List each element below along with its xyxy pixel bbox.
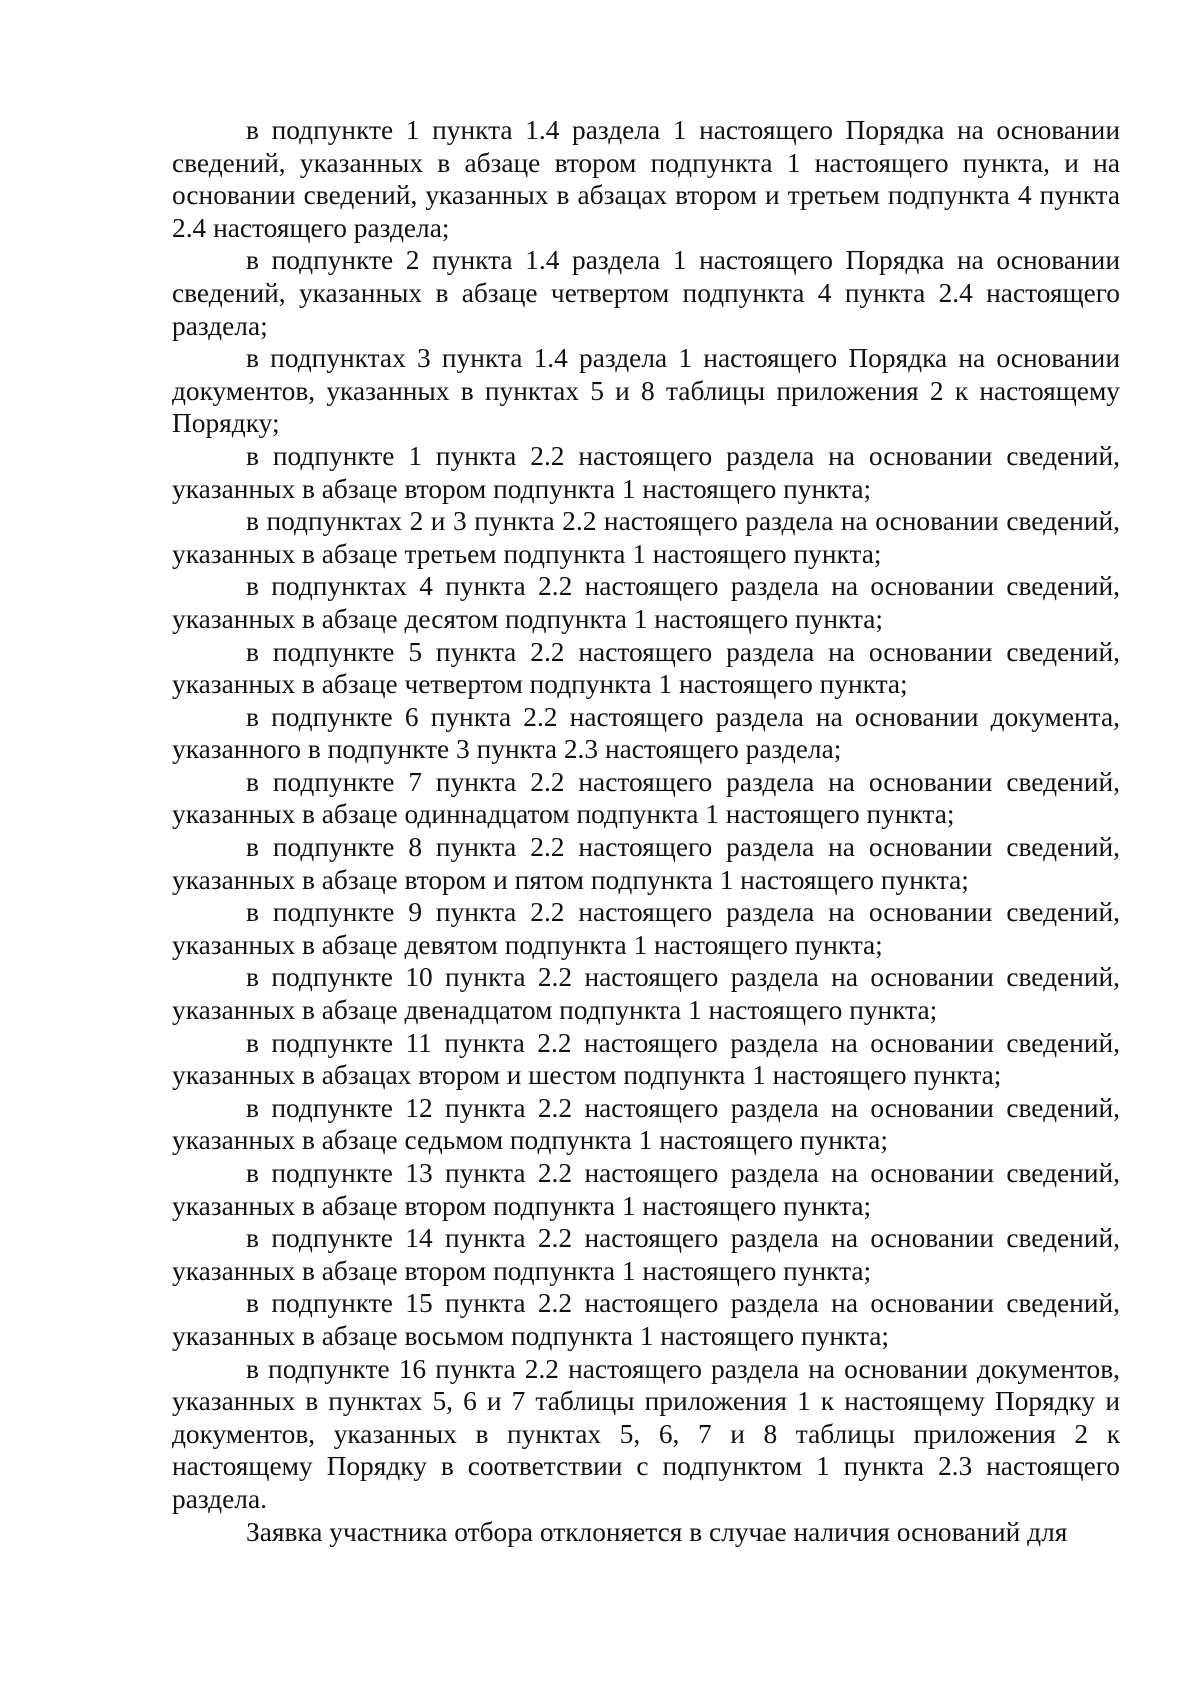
paragraph-6: в подпунктах 4 пункта 2.2 настоящего раздела на основании сведений, указанных в абзаце десятом подпункта 1 настоящего пункта; xyxy=(172,571,1120,634)
paragraph-15: в подпункте 13 пункта 2.2 настоящего раздела на основании сведений, указанных в абзаце втором подпункта 1 настоящего пункта; xyxy=(172,1158,1120,1221)
paragraph-9: в подпункте 7 пункта 2.2 настоящего раздела на основании сведений, указанных в абзаце одиннадцатом подпункта 1 настоящего пункта; xyxy=(172,766,1120,830)
paragraph-5: в подпунктах 2 и 3 пункта 2.2 настоящего раздела на основании сведений, указанных в абзаце третьем подпункта 1 настоящего пункта; xyxy=(172,506,1120,569)
paragraph-13: в подпункте 11 пункта 2.2 настоящего раздела на основании сведений, указанных в абзацах втором и шестом подпункта 1 настоящего пункта; xyxy=(172,1027,1120,1091)
paragraph-2: в подпункте 2 пункта 1.4 раздела 1 настоящего Порядка на основании сведений, указанных в абзаце четвертом подпункта 4 пункта 2.4 настоящего раздела; xyxy=(172,245,1120,341)
paragraph-3: в подпунктах 3 пункта 1.4 раздела 1 настоящего Порядка на основании документов, указанных в пунктах 5 и 8 таблицы приложения 2 к настоящему Порядку; xyxy=(172,343,1120,439)
paragraph-12: в подпункте 10 пункта 2.2 настоящего раздела на основании сведений, указанных в абзаце двенадцатом подпункта 1 настоящего пункта; xyxy=(172,962,1120,1026)
paragraph-19: Заявка участника отбора отклоняется в случае наличия оснований для xyxy=(246,1516,1068,1547)
paragraph-18: в подпункте 16 пункта 2.2 настоящего раздела на основании документов, указанных в пунктах 5, 6 и 7 таблицы приложения 1 к настоящему Порядку и документов, указанных в пунктах 5, 6, 7 и 8 таблицы приложения 2 к настоящему Порядку в соответствии с подпунктом 1 пункта 2.3 настоящего раздела. xyxy=(172,1353,1120,1514)
paragraph-7: в подпункте 5 пункта 2.2 настоящего раздела на основании сведений, указанных в абзаце четвертом подпункта 1 настоящего пункта; xyxy=(172,636,1120,700)
paragraph-1: в подпункте 1 пункта 1.4 раздела 1 настоящего Порядка на основании сведений, указанных в абзаце втором подпункта 1 настоящего пункта, и на основании сведений, указанных в абзацах втором и третьем подпункта 4 пункта 2.4 настоящего раздела; xyxy=(172,115,1120,243)
paragraph-4: в подпункте 1 пункта 2.2 настоящего раздела на основании сведений, указанных в абзаце втором подпункта 1 настоящего пункта; xyxy=(172,440,1120,504)
paragraph-11: в подпункте 9 пункта 2.2 настоящего раздела на основании сведений, указанных в абзаце девятом подпункта 1 настоящего пункта; xyxy=(172,897,1120,960)
paragraph-17: в подпункте 15 пункта 2.2 настоящего раздела на основании сведений, указанных в абзаце восьмом подпункта 1 настоящего пункта; xyxy=(172,1288,1120,1351)
paragraph-8: в подпункте 6 пункта 2.2 настоящего раздела на основании документа, указанного в подпункте 3 пункта 2.3 настоящего раздела; xyxy=(172,701,1120,765)
paragraph-10: в подпункте 8 пункта 2.2 настоящего раздела на основании сведений, указанных в абзаце втором и пятом подпункта 1 настоящего пункта; xyxy=(172,832,1120,895)
paragraph-16: в подпункте 14 пункта 2.2 настоящего раздела на основании сведений, указанных в абзаце втором подпункта 1 настоящего пункта; xyxy=(172,1223,1120,1286)
paragraph-14: в подпункте 12 пункта 2.2 настоящего раздела на основании сведений, указанных в абзаце седьмом подпункта 1 настоящего пункта; xyxy=(172,1092,1120,1156)
document-body xyxy=(172,114,1120,1548)
